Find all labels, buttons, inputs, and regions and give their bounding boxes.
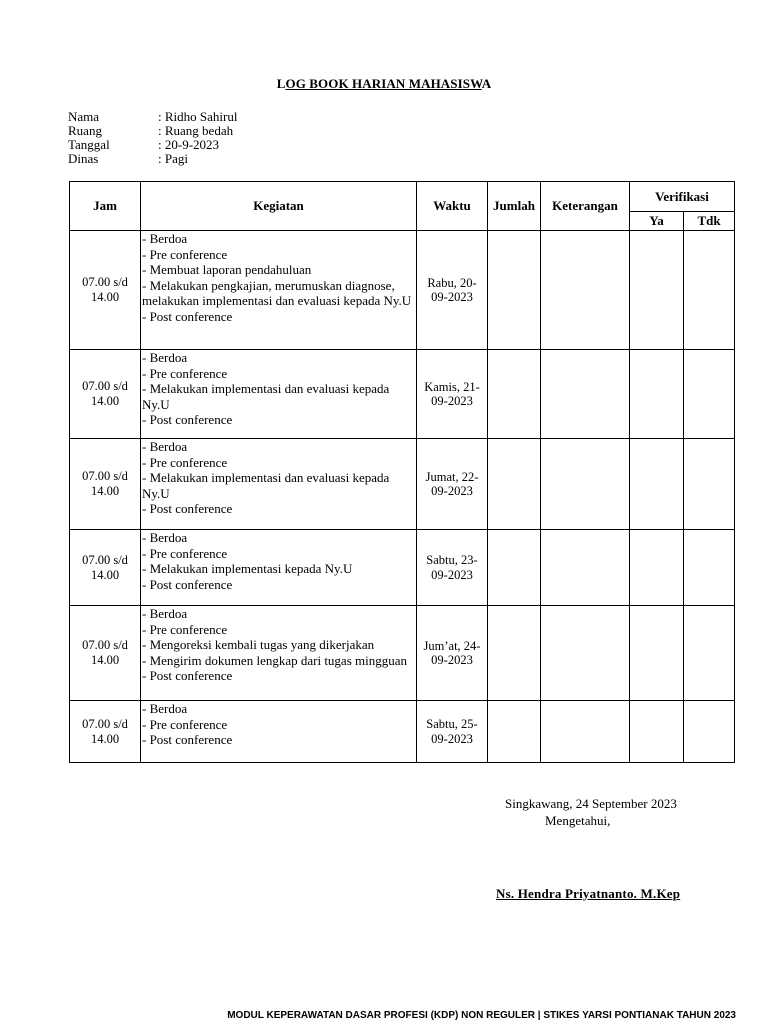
cell-keterangan xyxy=(541,530,630,606)
table-row xyxy=(70,350,735,439)
activity-item: - Membuat laporan pendahuluan xyxy=(142,262,312,278)
activity-item: - Melakukan implementasi kepada Ny.U xyxy=(142,561,353,577)
cell-ya xyxy=(630,606,684,701)
table-row xyxy=(70,439,735,530)
cell-jumlah xyxy=(488,439,541,530)
cell-waktu: Kamis, 21-09-2023 xyxy=(417,350,488,439)
cell-keterangan xyxy=(541,606,630,701)
activity-item: - Pre conference xyxy=(142,716,228,732)
activity-item: - Post conference xyxy=(142,412,233,428)
activity-item: - Post conference xyxy=(142,576,233,592)
cell-kegiatan xyxy=(141,231,417,350)
cell-waktu: Sabtu, 23-09-2023 xyxy=(417,530,488,606)
activity-item: - Berdoa xyxy=(142,231,188,246)
cell-kegiatan xyxy=(141,606,417,701)
activity-item: - Pre conference xyxy=(142,621,228,637)
activity-item: - Berdoa xyxy=(142,530,188,545)
cell-keterangan xyxy=(541,350,630,439)
activity-item: - Post conference xyxy=(142,668,233,684)
cell-tdk xyxy=(684,350,735,439)
info-label: Tanggal xyxy=(68,137,110,152)
info-row-tanggal xyxy=(68,138,237,152)
title-first-letter: L xyxy=(276,76,286,91)
cell-waktu: Sabtu, 25-09-2023 xyxy=(417,701,488,763)
activity-item: - Pre conference xyxy=(142,545,228,561)
info-label: Ruang xyxy=(68,123,102,138)
cell-keterangan xyxy=(541,231,630,350)
activity-item: - Pre conference xyxy=(142,365,228,381)
cell-jumlah xyxy=(488,606,541,701)
cell-kegiatan xyxy=(141,530,417,606)
activity-item: - Mengirim dokumen lengkap dari tugas mingguan xyxy=(142,652,408,668)
cell-kegiatan xyxy=(141,701,417,763)
cell-ya xyxy=(630,350,684,439)
activity-item: - Pre conference xyxy=(142,246,228,262)
page-title xyxy=(0,76,768,92)
header-keterangan: Keterangan xyxy=(541,182,630,231)
title-underlined-part: OG BOOK HARIAN MAHASISW xyxy=(285,76,482,91)
cell-jam: 07.00 s/d 14.00 xyxy=(70,701,141,763)
cell-jumlah xyxy=(488,701,541,763)
title-last-letter: A xyxy=(481,76,492,91)
cell-ya xyxy=(630,439,684,530)
cell-jam: 07.00 s/d 14.00 xyxy=(70,530,141,606)
info-value: : Ridho Sahirul xyxy=(158,109,238,124)
cell-waktu: Jum’at, 24-09-2023 xyxy=(417,606,488,701)
info-row-nama xyxy=(68,110,237,124)
header-waktu: Waktu xyxy=(417,182,488,231)
cell-tdk xyxy=(684,606,735,701)
cell-waktu: Jumat, 22-09-2023 xyxy=(417,439,488,530)
activity-item: - Post conference xyxy=(142,732,233,748)
cell-kegiatan xyxy=(141,350,417,439)
activity-item: - Melakukan implementasi dan evaluasi kepada Ny.U xyxy=(142,470,390,501)
info-value: : Pagi xyxy=(158,151,188,166)
activity-item: - Post conference xyxy=(142,501,233,517)
activity-item: - Berdoa xyxy=(142,439,188,454)
table-row xyxy=(70,701,735,763)
activity-item: - Berdoa xyxy=(142,701,188,716)
cell-jumlah xyxy=(488,530,541,606)
cell-tdk xyxy=(684,530,735,606)
cell-jam: 07.00 s/d 14.00 xyxy=(70,231,141,350)
cell-tdk xyxy=(684,701,735,763)
header-verifikasi: Verifikasi xyxy=(630,182,735,212)
cell-ya xyxy=(630,530,684,606)
activity-item: - Mengoreksi kembali tugas yang dikerjakan xyxy=(142,637,375,653)
activity-item: - Pre conference xyxy=(142,454,228,470)
info-row-dinas xyxy=(68,152,237,166)
cell-jam: 07.00 s/d 14.00 xyxy=(70,439,141,530)
info-value: : 20-9-2023 xyxy=(158,137,220,152)
table-row xyxy=(70,606,735,701)
info-value: : Ruang bedah xyxy=(158,123,234,138)
activity-item: - Berdoa xyxy=(142,350,188,365)
header-jam: Jam xyxy=(70,182,141,231)
activity-item: - Melakukan pengkajian, merumuskan diagnose, melakukan implementasi dan evaluasi kepada Ny.U xyxy=(142,277,412,309)
activity-item: - Post conference xyxy=(142,308,233,324)
info-label: Dinas xyxy=(68,151,99,166)
cell-ya xyxy=(630,231,684,350)
cell-keterangan xyxy=(541,439,630,530)
cell-kegiatan xyxy=(141,439,417,530)
cell-tdk xyxy=(684,231,735,350)
cell-waktu: Rabu, 20-09-2023 xyxy=(417,231,488,350)
header-kegiatan: Kegiatan xyxy=(141,182,417,231)
signature-place-date: Singkawang, 24 September 2023 xyxy=(505,796,677,811)
header-ya: Ya xyxy=(630,212,684,231)
logbook-table xyxy=(69,181,735,763)
activity-item: - Berdoa xyxy=(142,606,188,621)
cell-tdk xyxy=(684,439,735,530)
table-row xyxy=(70,231,735,350)
student-info xyxy=(68,110,237,166)
activity-item: - Melakukan implementasi dan evaluasi kepada Ny.U xyxy=(142,381,390,412)
header-tdk: Tdk xyxy=(684,212,735,231)
cell-jumlah xyxy=(488,231,541,350)
cell-jam: 07.00 s/d 14.00 xyxy=(70,350,141,439)
info-label: Nama xyxy=(68,109,100,124)
page-footer: MODUL KEPERAWATAN DASAR PROFESI (KDP) NON REGULER | STIKES YARSI PONTIANAK TAHUN 2023 xyxy=(227,1010,736,1021)
header-jumlah: Jumlah xyxy=(488,182,541,231)
signer-name: Ns. Hendra Priyatnanto. M.Kep xyxy=(496,886,681,901)
signature-acknowledged: Mengetahui, xyxy=(545,813,611,828)
cell-jam: 07.00 s/d 14.00 xyxy=(70,606,141,701)
cell-jumlah xyxy=(488,350,541,439)
cell-ya xyxy=(630,701,684,763)
info-row-ruang xyxy=(68,124,237,138)
cell-keterangan xyxy=(541,701,630,763)
table-row xyxy=(70,530,735,606)
